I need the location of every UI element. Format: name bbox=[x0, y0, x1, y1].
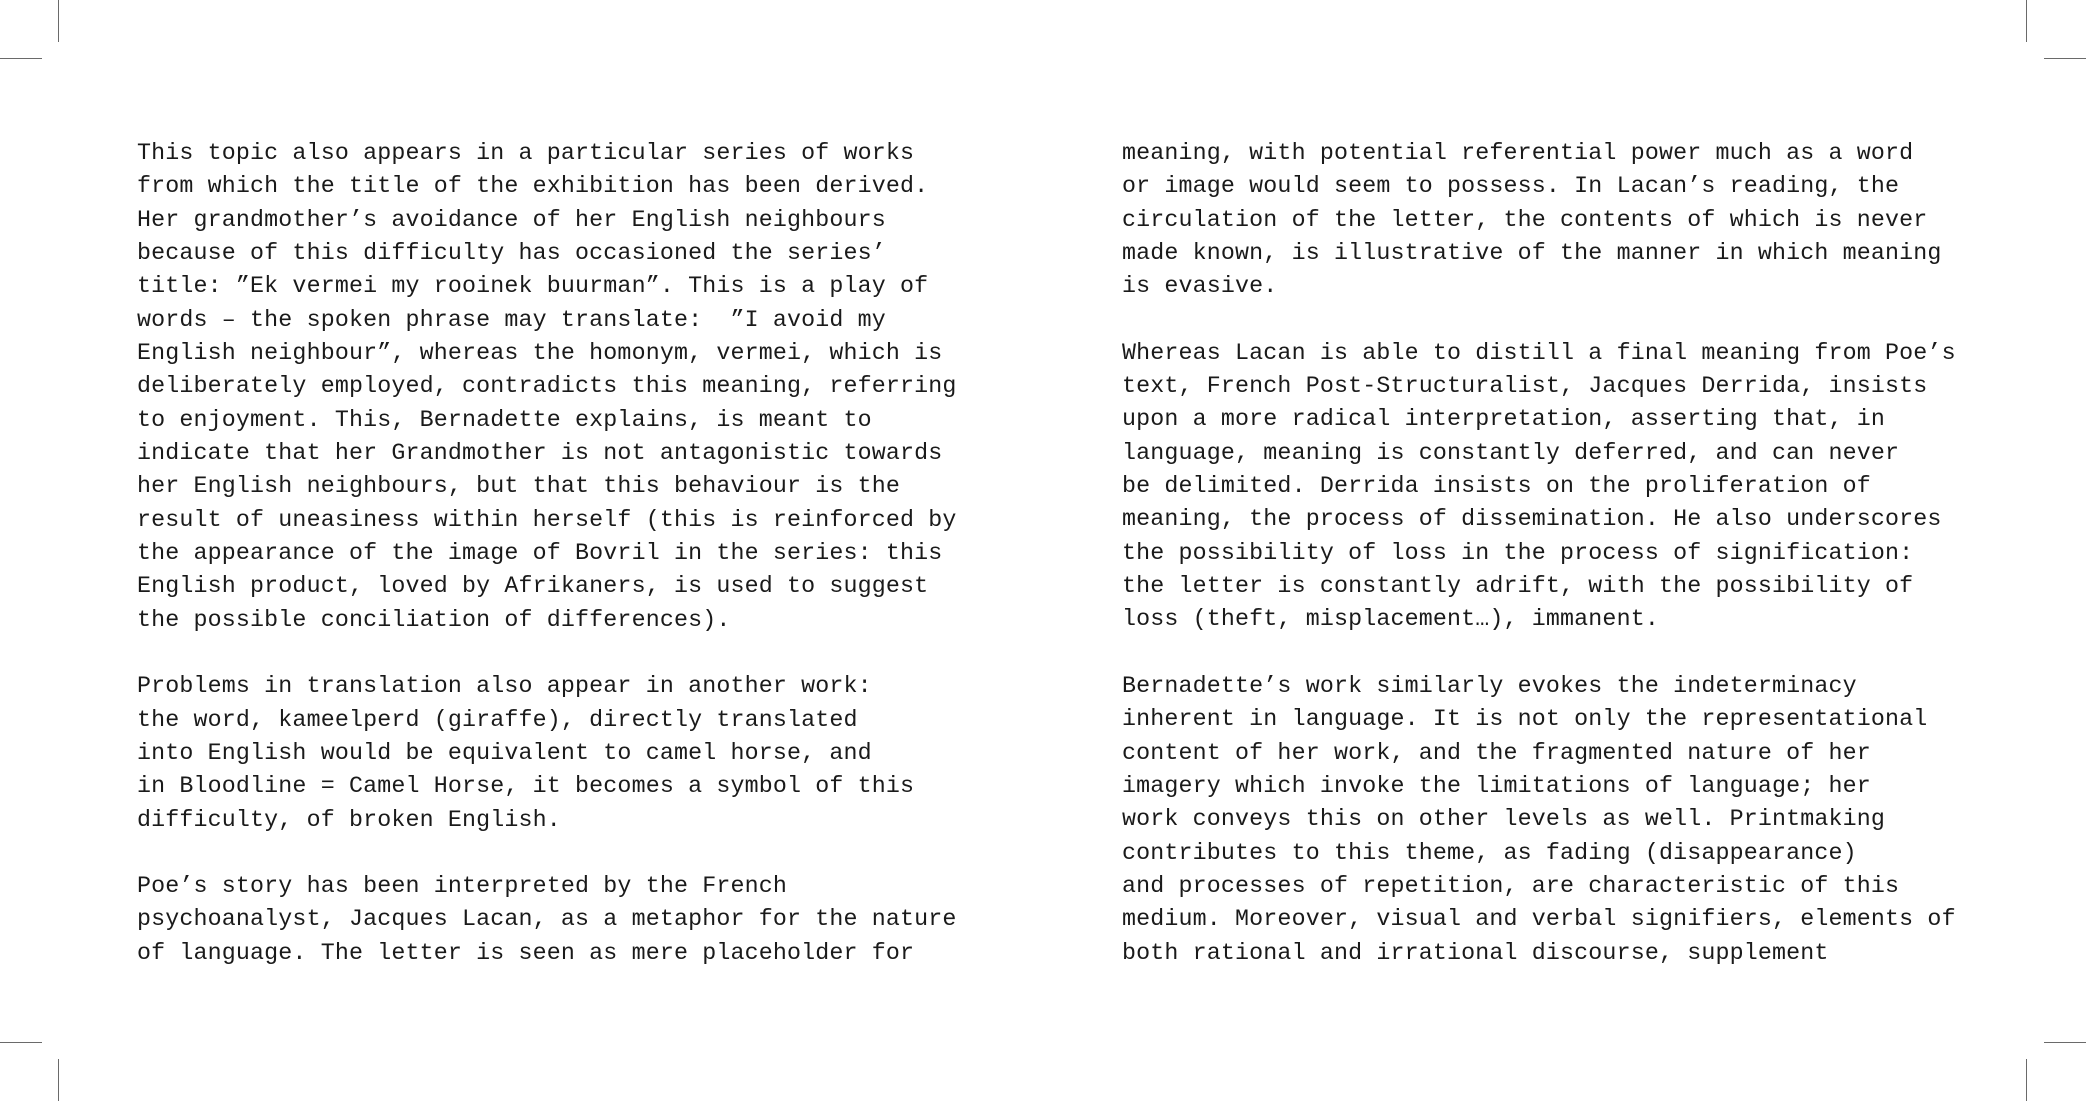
text-line: the possibility of loss in the process of signification: bbox=[1122, 539, 1914, 566]
crop-mark-top-left-vertical bbox=[58, 0, 59, 42]
body-paragraph bbox=[137, 670, 997, 837]
text-line: the word, kameelperd (giraffe), directly translated bbox=[137, 706, 858, 733]
text-line: both rational and irrational discourse, supplement bbox=[1122, 939, 1829, 966]
text-line: Her grandmother’s avoidance of her English neighbours bbox=[137, 206, 886, 233]
crop-mark-bottom-left-horizontal bbox=[0, 1042, 42, 1043]
crop-mark-bottom-right-horizontal bbox=[2044, 1042, 2086, 1043]
text-line: in Bloodline = Camel Horse, it becomes a symbol of this bbox=[137, 773, 915, 800]
text-line: Problems in translation also appear in another work: bbox=[137, 673, 872, 700]
body-paragraph bbox=[137, 137, 997, 637]
crop-mark-top-right-vertical bbox=[2026, 0, 2027, 42]
text-line: medium. Moreover, visual and verbal signifiers, elements of bbox=[1122, 906, 1956, 933]
body-paragraph bbox=[1122, 137, 1982, 304]
text-line: words – the spoken phrase may translate: ”I avoid my bbox=[137, 306, 886, 333]
text-line: Whereas Lacan is able to distill a final meaning from Poe’s bbox=[1122, 339, 1956, 366]
text-line: and processes of repetition, are characteristic of this bbox=[1122, 872, 1900, 899]
text-line: from which the title of the exhibition has been derived. bbox=[137, 173, 929, 200]
body-paragraph bbox=[137, 870, 997, 970]
crop-mark-top-left-horizontal bbox=[0, 58, 42, 59]
text-line: loss (theft, misplacement…), immanent. bbox=[1122, 606, 1659, 633]
text-line: the possible conciliation of differences). bbox=[137, 606, 731, 633]
text-line: of language. The letter is seen as mere placeholder for bbox=[137, 939, 915, 966]
text-line: into English would be equivalent to camel horse, and bbox=[137, 739, 872, 766]
text-line: be delimited. Derrida insists on the proliferation of bbox=[1122, 473, 1871, 500]
text-line: upon a more radical interpretation, asserting that, in bbox=[1122, 406, 1886, 433]
text-line: text, French Post-Structuralist, Jacques Derrida, insists bbox=[1122, 373, 1928, 400]
text-line: meaning, the process of dissemination. He also underscores bbox=[1122, 506, 1942, 533]
text-line: indicate that her Grandmother is not antagonistic towards bbox=[137, 440, 943, 467]
body-paragraph bbox=[1122, 670, 1982, 970]
text-line: contributes to this theme, as fading (disappearance) bbox=[1122, 839, 1857, 866]
text-line: content of her work, and the fragmented nature of her bbox=[1122, 739, 1871, 766]
text-line: inherent in language. It is not only the representational bbox=[1122, 706, 1928, 733]
crop-mark-bottom-left-vertical bbox=[58, 1059, 59, 1101]
text-line: English product, loved by Afrikaners, is used to suggest bbox=[137, 573, 929, 600]
text-line: the appearance of the image of Bovril in the series: this bbox=[137, 540, 943, 567]
text-line: because of this difficulty has occasioned the series’ bbox=[137, 240, 886, 267]
text-line: imagery which invoke the limitations of language; her bbox=[1122, 772, 1871, 799]
right-page-text-column bbox=[1122, 137, 1982, 1003]
text-line: psychoanalyst, Jacques Lacan, as a metaphor for the nature bbox=[137, 906, 957, 933]
text-line: This topic also appears in a particular series of works bbox=[137, 140, 915, 166]
text-line: language, meaning is constantly deferred, and can never bbox=[1122, 439, 1900, 466]
left-page-text-column bbox=[137, 137, 997, 1003]
text-line: circulation of the letter, the contents of which is never bbox=[1122, 206, 1928, 233]
text-line: Poe’s story has been interpreted by the French bbox=[137, 872, 787, 899]
text-line: title: ”Ek vermei my rooinek buurman”. This is a play of bbox=[137, 273, 929, 300]
text-line: her English neighbours, but that this behaviour is the bbox=[137, 473, 901, 500]
text-line: is evasive. bbox=[1122, 273, 1278, 300]
text-line: the letter is constantly adrift, with the possibility of bbox=[1122, 573, 1914, 600]
text-line: to enjoyment. This, Bernadette explains, is meant to bbox=[137, 406, 872, 433]
text-line: meaning, with potential referential power much as a word bbox=[1122, 140, 1914, 166]
crop-mark-bottom-right-vertical bbox=[2026, 1059, 2027, 1101]
body-paragraph bbox=[1122, 337, 1982, 637]
crop-mark-top-right-horizontal bbox=[2044, 58, 2086, 59]
text-line: Bernadette’s work similarly evokes the indeterminacy bbox=[1122, 672, 1857, 699]
text-line: work conveys this on other levels as well. Printmaking bbox=[1122, 806, 1886, 833]
text-line: English neighbour”, whereas the homonym, vermei, which is bbox=[137, 340, 943, 367]
text-line: deliberately employed, contradicts this meaning, referring bbox=[137, 373, 957, 400]
text-line: result of uneasiness within herself (this is reinforced by bbox=[137, 506, 957, 533]
text-line: made known, is illustrative of the manner in which meaning bbox=[1122, 240, 1942, 267]
text-line: or image would seem to possess. In Lacan’s reading, the bbox=[1122, 173, 1900, 200]
text-line: difficulty, of broken English. bbox=[137, 806, 561, 833]
